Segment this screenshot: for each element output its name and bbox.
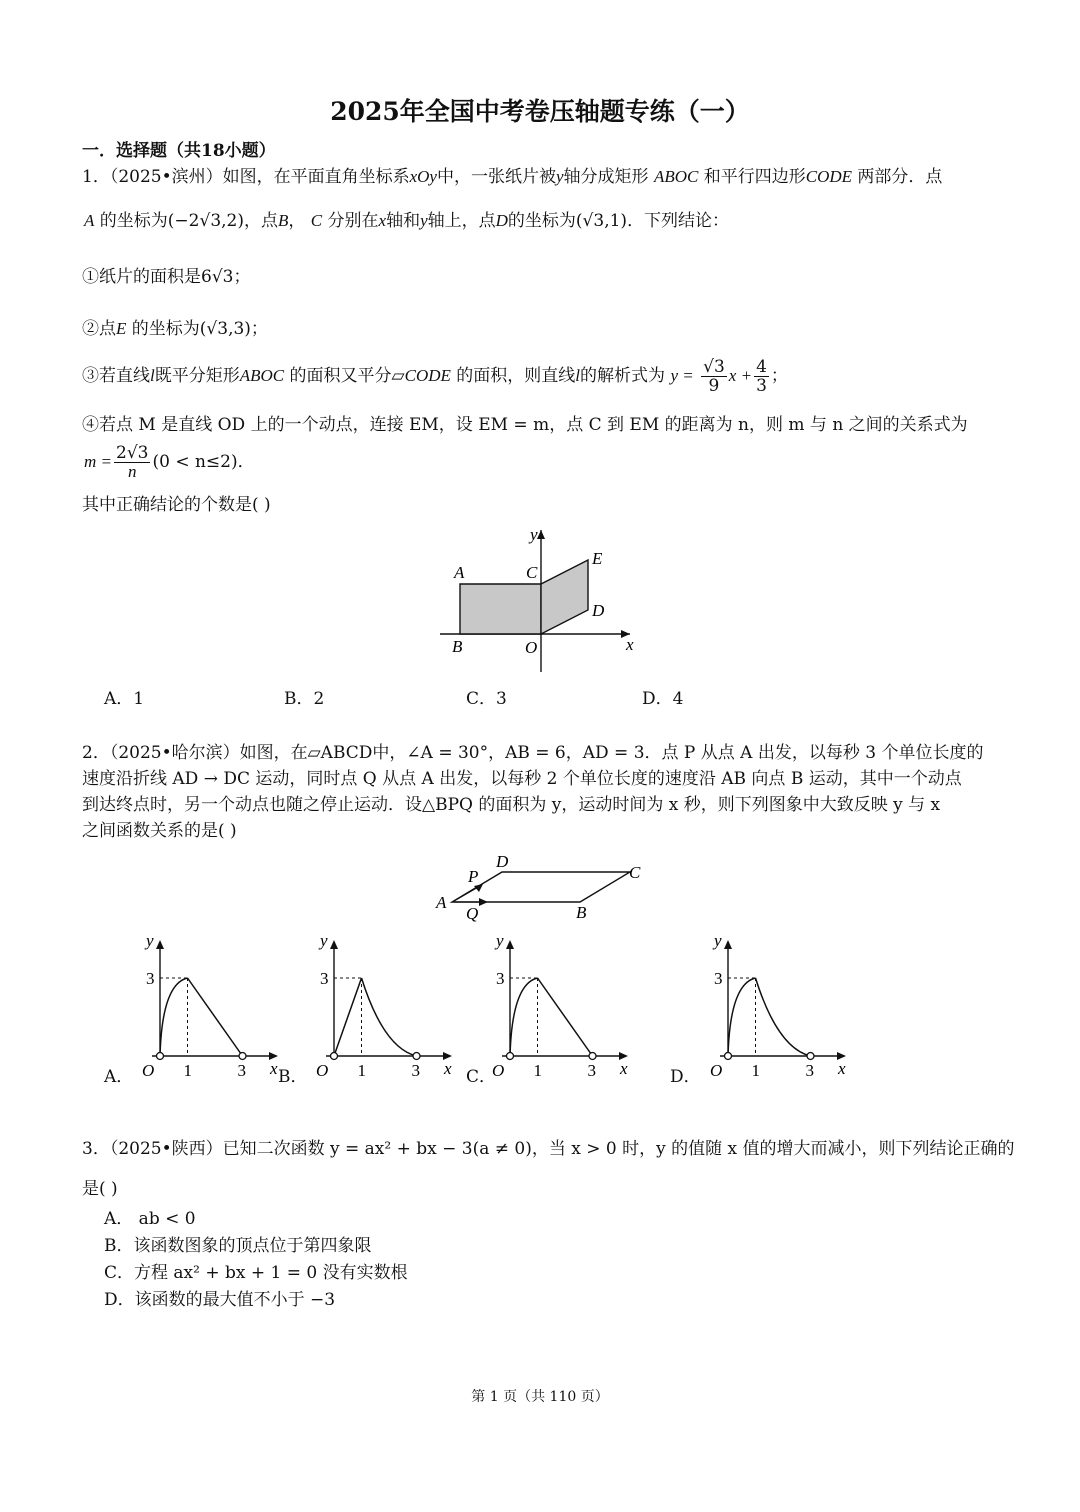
label-b: B — [452, 637, 463, 656]
q1-statement-4-formula: m = $\frac{2√3}{n}$ (0 < n≤2)． — [84, 443, 255, 481]
function-curve — [160, 978, 243, 1056]
graph-option-c — [480, 930, 640, 1080]
open-point-origin — [331, 1053, 338, 1060]
label-e: E — [592, 549, 603, 568]
label-x: x — [838, 1059, 846, 1078]
label-c: C — [526, 563, 538, 582]
label-o: O — [492, 1061, 505, 1080]
label-o: O — [710, 1061, 723, 1080]
parallelogram-code — [541, 560, 588, 634]
graph-option-a — [130, 930, 290, 1080]
q1-line2: A 的坐标为(−2√3,2)，点B， C 分别在x轴和y轴上，点D的坐标为(√3,1)．下列结论： — [84, 211, 730, 231]
label-x: x — [270, 1059, 278, 1078]
q3-line1: 3．（2025•陕西）已知二次函数 y = ax² + bx − 3(a ≠ 0)，当 x > 0 时，y 的值随 x 值的增大而减小，则下列结论正确的 — [82, 1139, 1015, 1159]
function-curve — [334, 978, 417, 1056]
label-y: y — [146, 931, 154, 950]
y-axis-arrow-icon — [506, 940, 514, 949]
label-y-3: 3 — [496, 969, 505, 988]
rectangle-aboc — [460, 584, 541, 634]
q2-graph-choice-d: D． — [670, 1067, 701, 1087]
q1-choice-a: A．1 — [104, 689, 145, 709]
label-y-3: 3 — [320, 969, 329, 988]
page-footer: 第 1 页（共 110 页） — [471, 1389, 609, 1405]
open-point-origin — [725, 1053, 732, 1060]
q2-line3: 到达终点时，另一个动点也随之停止运动．设△BPQ 的面积为 y，运动时间为 x 秒，则下列图象中大致反映 y 与 x — [82, 795, 941, 815]
function-curve — [510, 978, 593, 1056]
section-heading: 一．选择题（共18小题） — [82, 141, 276, 161]
label-x-3: 3 — [237, 1061, 246, 1080]
label-o: O — [316, 1061, 329, 1080]
label-o: O — [525, 638, 538, 657]
q3-option-c: C．方程 ax² + bx + 1 = 0 没有实数根 — [104, 1263, 408, 1283]
label-x-1: 1 — [751, 1061, 760, 1080]
y-axis-arrow-icon — [724, 940, 732, 949]
label-x-3: 3 — [587, 1061, 596, 1080]
q3-line2: 是( ) — [82, 1179, 118, 1199]
q1-line1: 1．（2025•滨州）如图，在平面直角坐标系xOy中，一张纸片被y轴分成矩形 ABOC 和平行四边形CODE 两部分．点 — [82, 167, 943, 187]
q2-graph-choice-b: B． — [278, 1067, 308, 1087]
q3-option-a: A． ab < 0 — [104, 1209, 196, 1229]
open-point-origin — [157, 1053, 164, 1060]
open-point-end — [807, 1053, 814, 1060]
q3-option-b: B．该函数图象的顶点位于第四象限 — [104, 1236, 372, 1256]
open-point-end — [589, 1053, 596, 1060]
q2-graph-choice-c: C． — [466, 1067, 497, 1087]
label-y: y — [530, 525, 538, 544]
q2-line2: 速度沿折线 AD → DC 运动，同时点 Q 从点 A 出发，以每秒 2 个单位长度的速度沿 AB 向点 B 运动，其中一个动点 — [82, 769, 962, 789]
y-axis-arrow-icon — [330, 940, 338, 949]
y-axis-arrow-icon — [156, 940, 164, 949]
label-x: x — [620, 1059, 628, 1078]
label-b: B — [576, 903, 587, 922]
label-d: D — [496, 852, 509, 871]
q1-statement-2: ②点E 的坐标为(√3,3)； — [82, 319, 268, 339]
label-a: A — [436, 893, 447, 912]
label-y: y — [714, 931, 722, 950]
label-y: y — [496, 931, 504, 950]
q1-statement-3: ③若直线l既平分矩形ABOC 的面积又平分▱CODE 的面积，则直线l的解析式为 y = $\frac{√3}{9}$ x + $\frac{4}{3}$ ； — [82, 357, 788, 396]
q2-parallelogram-figure — [430, 850, 650, 930]
q2-line4: 之间函数关系的是( ) — [82, 821, 237, 841]
q1-choice-c: C．3 — [466, 689, 507, 709]
page-title: 2025年全国中考卷压轴题专练（一） — [330, 97, 750, 126]
q1-question: 其中正确结论的个数是( ) — [82, 495, 271, 515]
q2-graph-choice-a: A． — [104, 1067, 134, 1087]
label-y-3: 3 — [146, 969, 155, 988]
q1-figure — [430, 520, 650, 680]
graph-option-d — [698, 930, 858, 1080]
arrow-q-icon — [479, 898, 488, 906]
graph-option-b — [304, 930, 464, 1080]
y-axis-arrow-icon — [537, 530, 545, 539]
label-x-1: 1 — [183, 1061, 192, 1080]
function-curve — [728, 978, 811, 1056]
q1-statement-4: ④若点 M 是直线 OD 上的一个动点，连接 EM，设 EM = m，点 C 到 EM 的距离为 n，则 m 与 n 之间的关系式为 — [82, 415, 968, 435]
label-x-1: 1 — [357, 1061, 366, 1080]
open-point-origin — [507, 1053, 514, 1060]
label-q: Q — [466, 904, 479, 923]
label-y-3: 3 — [714, 969, 723, 988]
label-a: A — [454, 563, 465, 582]
q1-statement-1: ①纸片的面积是6√3； — [82, 267, 251, 287]
label-x-1: 1 — [533, 1061, 542, 1080]
fraction-2sqrt3-over-n: $\frac{2√3}{n}$ — [116, 443, 149, 481]
q1-choice-d: D．4 — [642, 689, 684, 709]
label-y: y — [320, 931, 328, 950]
q1-choice-b: B．2 — [284, 689, 325, 709]
fraction-4-over-3: $\frac{4}{3}$ — [756, 357, 767, 396]
label-x-3: 3 — [411, 1061, 420, 1080]
open-point-end — [413, 1053, 420, 1060]
q3-option-d: D．该函数的最大值不小于 −3 — [104, 1290, 336, 1310]
label-p: P — [468, 867, 479, 886]
label-x: x — [626, 635, 634, 654]
open-point-end — [239, 1053, 246, 1060]
label-c: C — [629, 863, 641, 882]
label-o: O — [142, 1061, 155, 1080]
label-d: D — [592, 601, 605, 620]
label-x-3: 3 — [805, 1061, 814, 1080]
fraction-sqrt3-over-9: $\frac{√3}{9}$ — [703, 357, 725, 396]
label-x: x — [444, 1059, 452, 1078]
q2-line1: 2．（2025•哈尔滨）如图，在▱ABCD中，∠A = 30°，AB = 6，AD = 3．点 P 从点 A 出发，以每秒 3 个单位长度的 — [82, 743, 984, 763]
